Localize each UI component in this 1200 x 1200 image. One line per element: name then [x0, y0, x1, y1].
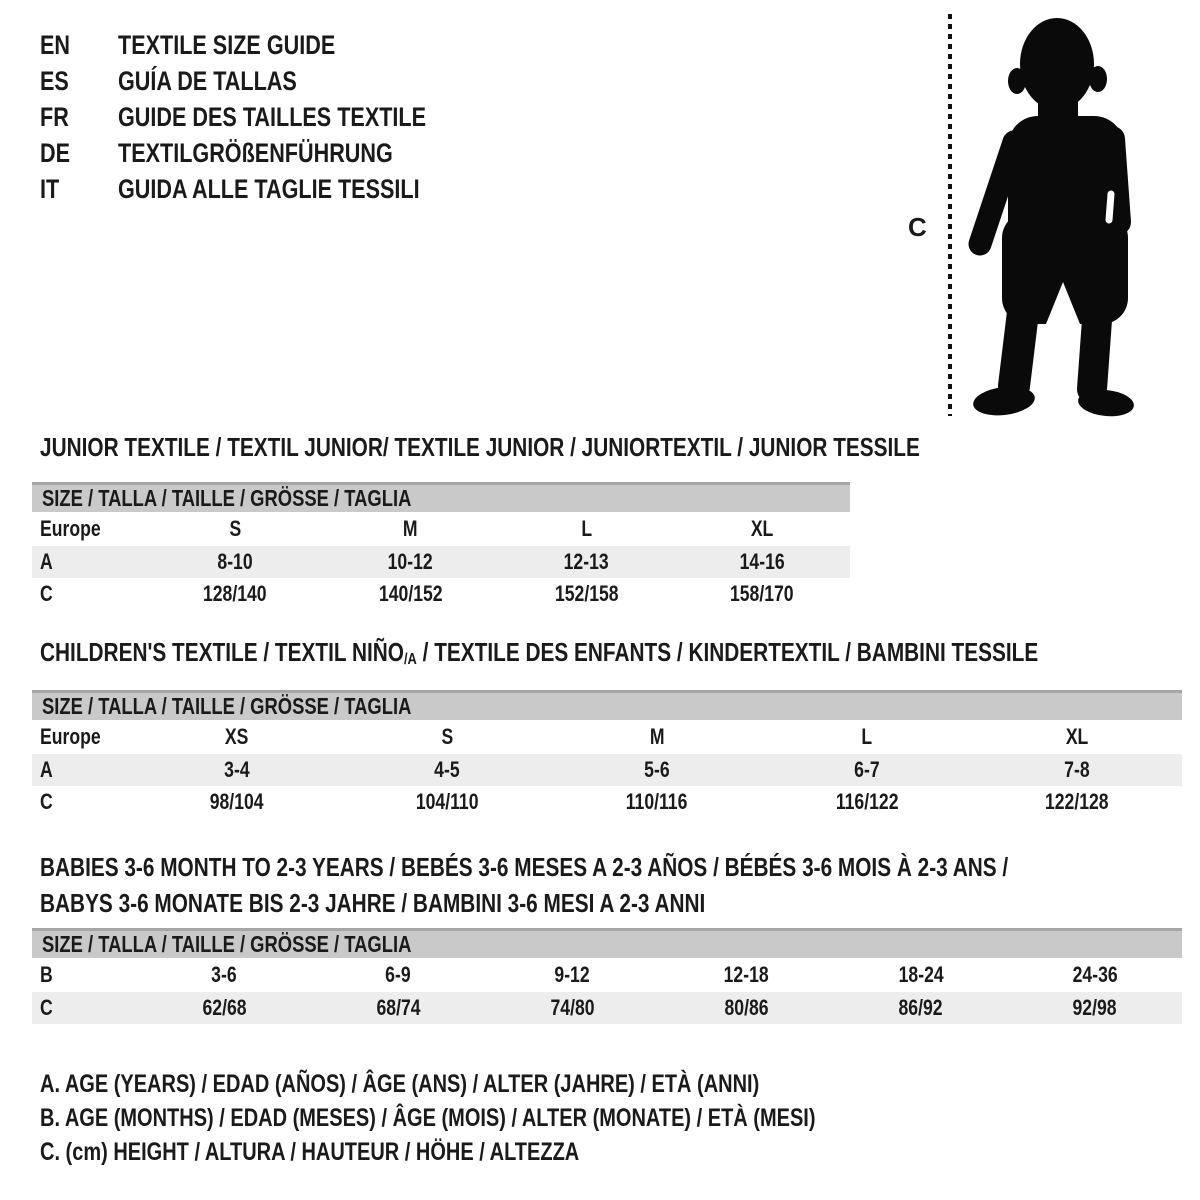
age-cell: 18-24 [898, 962, 944, 987]
age-cell: 12-13 [499, 546, 675, 578]
age-cell: 3-6 [211, 962, 237, 987]
size-cell: S [229, 516, 241, 541]
language-code: IT [40, 174, 60, 204]
height-cell: 110/116 [626, 789, 688, 814]
height-cell: 104/110 [415, 789, 479, 814]
row-label: Europe [40, 724, 101, 749]
size-header-band: SIZE / TALLA / TAILLE / GRÖSSE / TAGLIA [32, 692, 1182, 721]
age-cell: 7-8 [972, 754, 1182, 786]
language-code: EN [40, 30, 71, 60]
language-row-en [40, 27, 503, 63]
toddler-silhouette-icon [960, 14, 1150, 424]
legend-age-months: B. AGE (MONTHS) / EDAD (MESES) / ÂGE (MOIS) / ALTER (MONATE) / ETÀ (MESI) [40, 1104, 816, 1132]
language-row-de [40, 135, 503, 171]
legend [40, 1067, 1009, 1169]
age-cell: 3-4 [132, 754, 342, 786]
height-cell: 122/128 [1045, 789, 1109, 814]
table-row-europe [32, 720, 1182, 754]
language-label: GUÍA DE TALLAS [118, 66, 297, 96]
table-row-age-years [32, 754, 1182, 786]
language-row-fr [40, 99, 503, 135]
size-cell: M [403, 516, 418, 541]
size-cell: L [580, 516, 592, 541]
age-cell: 12-18 [724, 962, 770, 987]
table-row-age-months [32, 958, 1182, 992]
row-label: B [40, 962, 53, 987]
table-row-age-years [32, 546, 850, 578]
row-label: A [32, 546, 147, 578]
junior-section-title: JUNIOR TEXTILE / TEXTIL JUNIOR/ TEXTILE JUNIOR / JUNIORTEXTIL / JUNIOR TESSILE [40, 432, 920, 462]
height-cell: 140/152 [378, 581, 443, 606]
children-size-table [32, 690, 1182, 818]
language-label: GUIDE DES TAILLES TEXTILE [118, 102, 427, 132]
language-code: FR [40, 102, 69, 132]
table-row-europe [32, 512, 850, 546]
language-row-es [40, 63, 503, 99]
row-label: Europe [40, 516, 101, 541]
age-cell: 6-9 [385, 962, 411, 987]
toddler-silhouette-figure [960, 14, 1150, 424]
children-section-title: CHILDREN'S TEXTILE / TEXTIL NIÑO/A / TEXTILE DES ENFANTS / KINDERTEXTIL / BAMBINI TESSILE [40, 637, 1039, 668]
row-label: A [32, 754, 132, 786]
table-row-height-cm [32, 992, 1182, 1024]
legend-height-cm: C. (cm) HEIGHT / ALTURA / HAUTEUR / HÖHE / ALTEZZA [40, 1138, 580, 1166]
height-cell: 116/122 [835, 789, 899, 814]
junior-size-table [32, 482, 850, 610]
language-label: TEXTILE SIZE GUIDE [118, 30, 336, 60]
height-cell: 152/158 [554, 581, 619, 606]
age-cell: 4-5 [342, 754, 552, 786]
age-cell: 8-10 [147, 546, 323, 578]
height-measure-label: C [908, 212, 927, 242]
height-cell: 68/74 [311, 992, 485, 1024]
language-label: TEXTILGRÖßENFÜHRUNG [118, 138, 393, 168]
height-cell: 98/104 [210, 789, 264, 814]
babies-section-title: BABIES 3-6 MONTH TO 2-3 YEARS / BEBÉS 3-6 MESES A 2-3 AÑOS / BÉBÉS 3-6 MOIS À 2-3 ANS / BABYS 3-6 MONATE BIS 2-3 JAHRE / BAMBINI 3-6 MESI A 2-3 ANNI [40, 852, 1009, 918]
size-cell: XL [1065, 724, 1089, 749]
size-cell: XS [225, 724, 249, 749]
height-cell: 158/170 [730, 581, 794, 606]
table-row-height-cm [32, 786, 1182, 818]
size-cell: S [441, 724, 453, 749]
language-code: ES [40, 66, 69, 96]
height-cell: 80/86 [659, 992, 833, 1024]
height-cell: 92/98 [1008, 992, 1182, 1024]
language-row-it [40, 171, 503, 207]
size-header-band: SIZE / TALLA / TAILLE / GRÖSSE / TAGLIA [32, 484, 850, 513]
row-label: C [40, 789, 53, 814]
height-cell: 128/140 [203, 581, 267, 606]
language-label: GUIDA ALLE TAGLIE TESSILI [118, 174, 420, 204]
height-cell: 86/92 [834, 992, 1008, 1024]
legend-age-years: A. AGE (YEARS) / EDAD (AÑOS) / ÂGE (ANS) / ALTER (JAHRE) / ETÀ (ANNI) [40, 1070, 760, 1098]
nino-a-subscript: /A [403, 649, 417, 668]
babies-size-table [32, 928, 1182, 1024]
height-measure-dashed-line [948, 14, 952, 416]
size-header-band: SIZE / TALLA / TAILLE / GRÖSSE / TAGLIA [32, 930, 1182, 959]
height-cell: 62/68 [137, 992, 311, 1024]
age-cell: 6-7 [762, 754, 972, 786]
age-cell: 14-16 [674, 546, 850, 578]
size-cell: M [649, 724, 665, 749]
age-cell: 9-12 [554, 962, 591, 987]
table-row-height-cm [32, 578, 850, 610]
row-label: C [32, 992, 137, 1024]
age-cell: 10-12 [323, 546, 499, 578]
language-code: DE [40, 138, 71, 168]
size-cell: L [861, 724, 873, 749]
row-label: C [40, 581, 53, 606]
age-cell: 24-36 [1072, 962, 1118, 987]
height-cell: 74/80 [485, 992, 659, 1024]
language-header [40, 27, 503, 207]
size-cell: XL [750, 516, 774, 541]
age-cell: 5-6 [552, 754, 762, 786]
